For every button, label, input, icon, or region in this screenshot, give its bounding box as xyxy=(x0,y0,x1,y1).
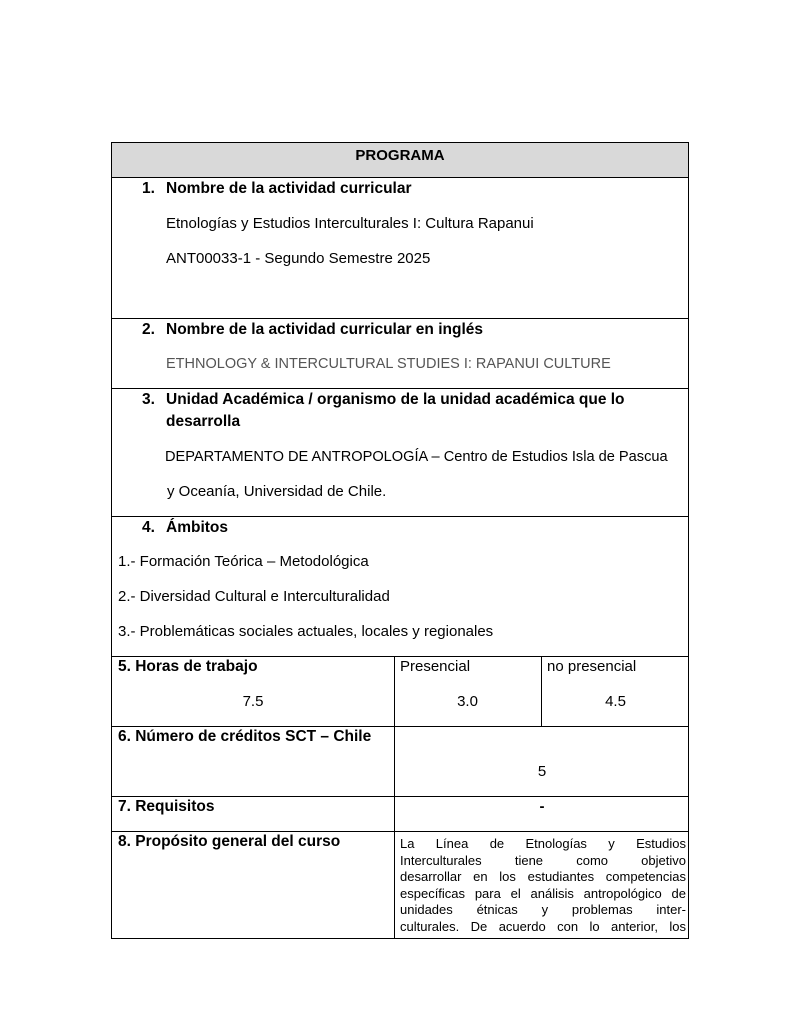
no-presencial-label: no presencial xyxy=(547,658,637,675)
purpose-line: específicas para el análisis antropológico de xyxy=(400,885,686,901)
ambito-item: 2.- Diversidad Cultural e Interculturalidad xyxy=(118,588,390,605)
ambito-item: 1.- Formación Teórica – Metodológica xyxy=(118,553,369,570)
purpose-line: Interculturales tiene como objetivo xyxy=(400,852,686,868)
work-hours-total: 7.5 xyxy=(242,693,264,710)
credits-value: 5 xyxy=(537,763,547,780)
ambito-item: 3.- Problemáticas sociales actuales, locales y regionales xyxy=(118,623,494,640)
purpose-line: La Línea de Etnologías y Estudios xyxy=(400,836,686,851)
section-1-heading: 1. Nombre de la actividad curricular xyxy=(142,180,412,197)
column-divider xyxy=(394,832,395,939)
program-title-row xyxy=(112,143,688,178)
section-2-row xyxy=(112,319,688,389)
course-name: Etnologías y Estudios Interculturales I: Cultura Rapanui xyxy=(166,215,534,232)
section-8-row xyxy=(112,832,688,939)
credits-label: 6. Número de créditos SCT – Chile xyxy=(118,728,372,745)
course-name-english: ETHNOLOGY & INTERCULTURAL STUDIES I: RAPANUI CULTURE xyxy=(166,356,611,372)
no-presencial-value: 4.5 xyxy=(605,693,626,710)
section-3-row xyxy=(112,389,688,517)
work-hours-label: 5. Horas de trabajo xyxy=(118,658,258,675)
academic-unit-line-1: DEPARTAMENTO DE ANTROPOLOGÍA – Centro de Estudios Isla de Pascua xyxy=(165,449,668,465)
section-7-row xyxy=(112,797,688,832)
section-2-heading: 2. Nombre de la actividad curricular en inglés xyxy=(142,321,483,338)
purpose-line: unidades étnicas y problemas inter- xyxy=(400,902,686,917)
program-table xyxy=(111,142,689,939)
purpose-line: desarrollar en los estudiantes competencias xyxy=(400,869,686,884)
presencial-value: 3.0 xyxy=(457,693,478,710)
requirements-value: - xyxy=(539,798,545,815)
section-1-row xyxy=(112,178,688,319)
presencial-label: Presencial xyxy=(400,658,471,675)
section-4-row xyxy=(112,517,688,657)
academic-unit-line-2: y Oceanía, Universidad de Chile. xyxy=(167,483,387,500)
purpose-line: culturales. De acuerdo con lo anterior, los xyxy=(400,918,686,934)
program-title: PROGRAMA xyxy=(355,147,445,164)
section-6-row xyxy=(112,727,688,797)
section-5-row xyxy=(112,657,688,727)
section-4-heading: 4. Ámbitos xyxy=(142,519,228,536)
purpose-label: 8. Propósito general del curso xyxy=(118,833,341,850)
course-code: ANT00033-1 - Segundo Semestre 2025 xyxy=(166,250,431,267)
purpose-text xyxy=(400,836,686,939)
section-3-heading: 3. Unidad Académica / organismo de la unidad académica que lo desarrolla xyxy=(142,391,625,430)
requirements-label: 7. Requisitos xyxy=(118,798,215,815)
